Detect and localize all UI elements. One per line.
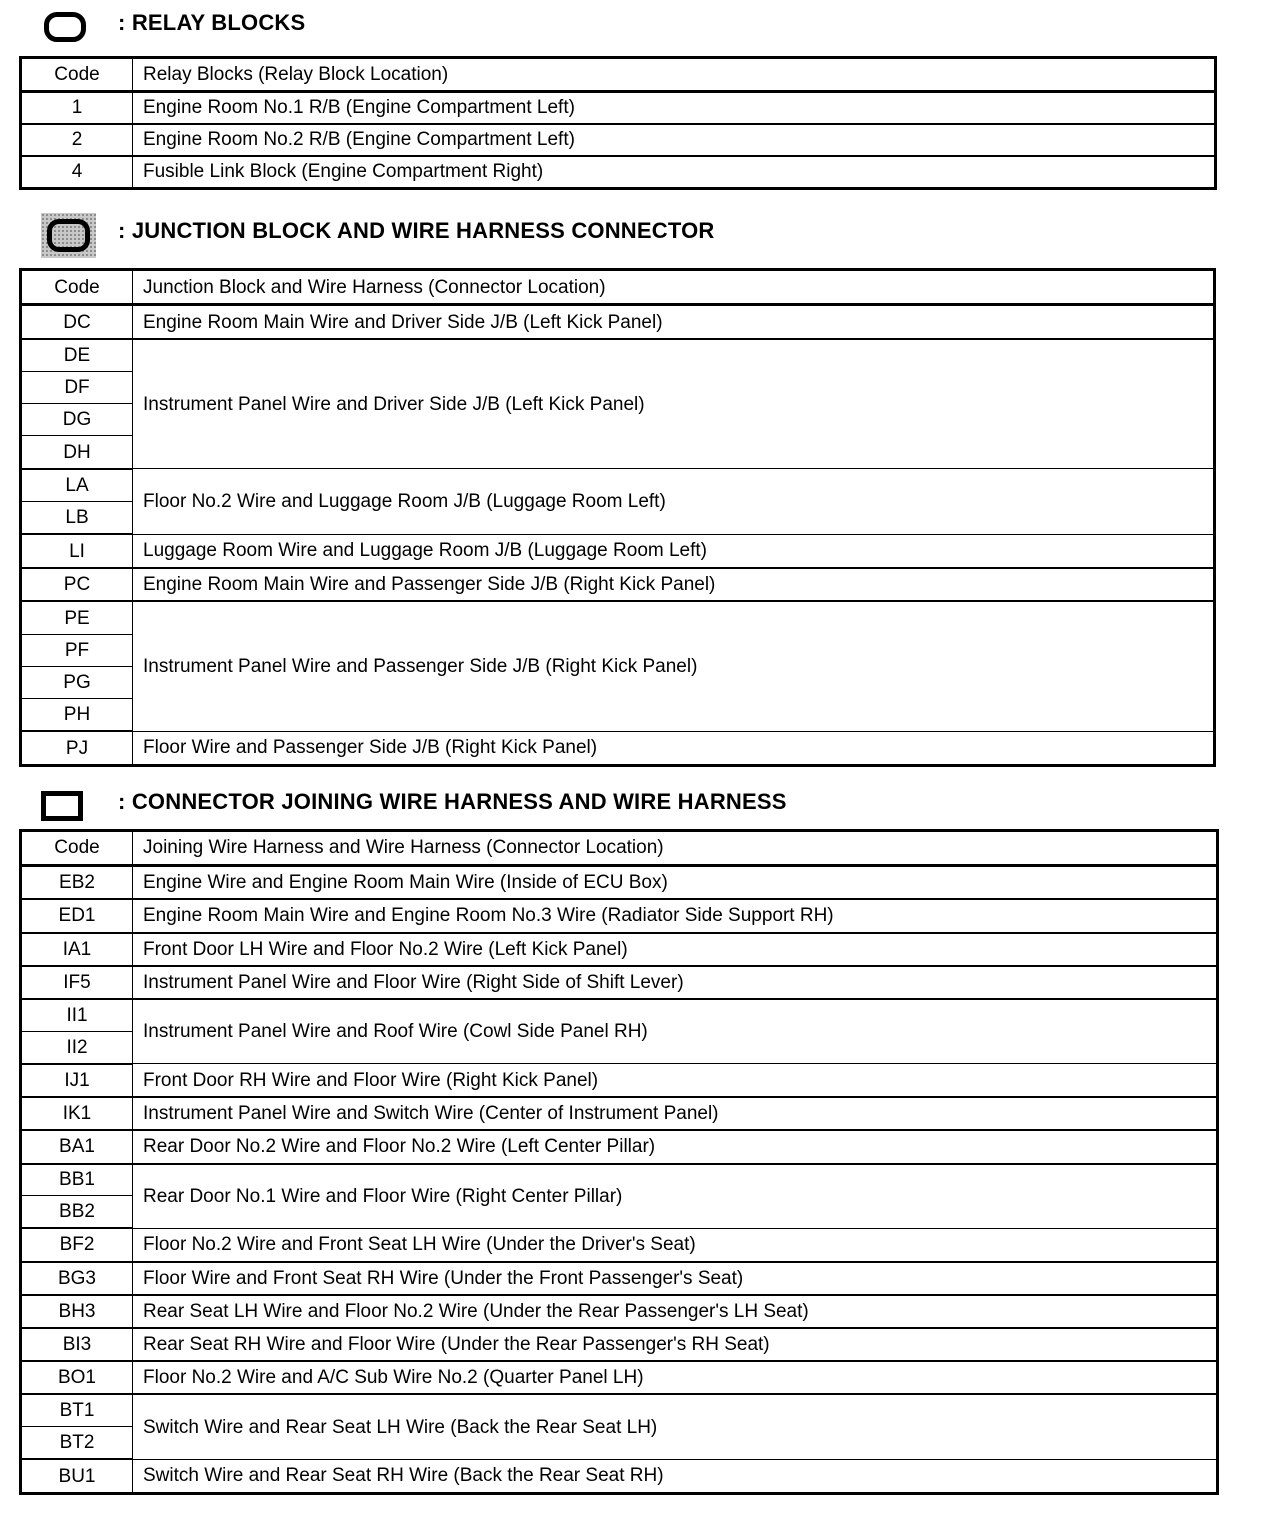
table-row [21, 339, 1215, 372]
table-row [21, 124, 1216, 156]
table-row [21, 1459, 1218, 1493]
code-cell: 1 [21, 91, 133, 124]
code-cell: PG [21, 666, 133, 698]
code-cell: DH [21, 436, 133, 469]
location-cell: Floor No.2 Wire and A/C Sub Wire No.2 (Quarter Panel LH) [133, 1361, 1218, 1394]
table-row [21, 999, 1218, 1031]
header-description: Junction Block and Wire Harness (Connector Location) [133, 270, 1215, 305]
junction-block-icon [41, 213, 96, 258]
table-row [21, 1328, 1218, 1361]
location-cell: Engine Room No.1 R/B (Engine Compartment Left) [133, 91, 1216, 124]
code-cell: DF [21, 372, 133, 404]
code-cell: IF5 [21, 966, 133, 999]
table-row [21, 1262, 1218, 1295]
code-cell: EB2 [21, 865, 133, 899]
connector-icon [41, 791, 83, 821]
relay-block-icon [44, 12, 86, 42]
location-cell: Engine Room Main Wire and Engine Room No.3 Wire (Radiator Side Support RH) [133, 899, 1218, 932]
table-row [21, 731, 1215, 765]
code-cell: BB1 [21, 1164, 133, 1196]
code-cell: 2 [21, 124, 133, 156]
location-cell: Floor No.2 Wire and Front Seat LH Wire (Under the Driver's Seat) [133, 1228, 1218, 1261]
location-cell: Fusible Link Block (Engine Compartment Right) [133, 156, 1216, 189]
code-cell: PF [21, 634, 133, 666]
table-row [21, 1130, 1218, 1163]
header-code: Code [21, 831, 133, 866]
junction-block-title: : JUNCTION BLOCK AND WIRE HARNESS CONNECTOR [118, 218, 715, 243]
code-cell: II1 [21, 999, 133, 1031]
location-cell: Instrument Panel Wire and Driver Side J/B (Left Kick Panel) [133, 339, 1215, 469]
code-cell: PH [21, 698, 133, 731]
header-description: Joining Wire Harness and Wire Harness (Connector Location) [133, 831, 1218, 866]
table-row [21, 156, 1216, 189]
code-cell: BT1 [21, 1394, 133, 1426]
relay-blocks-table [19, 56, 1217, 190]
code-cell: BA1 [21, 1130, 133, 1163]
table-row [21, 1394, 1218, 1426]
location-cell: Floor Wire and Passenger Side J/B (Right Kick Panel) [133, 731, 1215, 765]
table-row [21, 1097, 1218, 1130]
location-cell: Instrument Panel Wire and Switch Wire (Center of Instrument Panel) [133, 1097, 1218, 1130]
location-cell: Luggage Room Wire and Luggage Room J/B (Luggage Room Left) [133, 534, 1215, 568]
code-cell: BF2 [21, 1228, 133, 1261]
location-cell: Engine Wire and Engine Room Main Wire (Inside of ECU Box) [133, 865, 1218, 899]
code-cell: PE [21, 601, 133, 634]
code-cell: LA [21, 469, 133, 502]
code-cell: IA1 [21, 933, 133, 966]
connector-joining-title: : CONNECTOR JOINING WIRE HARNESS AND WIRE HARNESS [118, 789, 787, 814]
location-cell: Instrument Panel Wire and Floor Wire (Right Side of Shift Lever) [133, 966, 1218, 999]
junction-block-table [19, 268, 1216, 767]
location-cell: Instrument Panel Wire and Roof Wire (Cowl Side Panel RH) [133, 999, 1218, 1064]
table-row [21, 1361, 1218, 1394]
table-row [21, 568, 1215, 602]
table-row [21, 305, 1215, 339]
code-cell: DG [21, 404, 133, 436]
table-row [21, 865, 1218, 899]
table-row [21, 601, 1215, 634]
connector-joining-table [19, 829, 1219, 1495]
location-cell: Rear Door No.2 Wire and Floor No.2 Wire (Left Center Pillar) [133, 1130, 1218, 1163]
header-code: Code [21, 58, 133, 92]
location-cell: Rear Door No.1 Wire and Floor Wire (Right Center Pillar) [133, 1164, 1218, 1229]
location-cell: Floor No.2 Wire and Luggage Room J/B (Luggage Room Left) [133, 469, 1215, 535]
code-cell: BO1 [21, 1361, 133, 1394]
location-cell: Instrument Panel Wire and Passenger Side J/B (Right Kick Panel) [133, 601, 1215, 731]
table-row [21, 1064, 1218, 1097]
code-cell: ED1 [21, 899, 133, 932]
table-row [21, 899, 1218, 932]
location-cell: Front Door RH Wire and Floor Wire (Right Kick Panel) [133, 1064, 1218, 1097]
table-row [21, 469, 1215, 502]
code-cell: BU1 [21, 1459, 133, 1493]
table-row [21, 534, 1215, 568]
relay-blocks-title: : RELAY BLOCKS [118, 10, 306, 35]
code-cell: BB2 [21, 1196, 133, 1228]
location-cell: Engine Room Main Wire and Passenger Side J/B (Right Kick Panel) [133, 568, 1215, 602]
code-cell: DE [21, 339, 133, 372]
table-row [21, 933, 1218, 966]
location-cell: Rear Seat LH Wire and Floor No.2 Wire (Under the Rear Passenger's LH Seat) [133, 1295, 1218, 1328]
location-cell: Front Door LH Wire and Floor No.2 Wire (Left Kick Panel) [133, 933, 1218, 966]
location-cell: Rear Seat RH Wire and Floor Wire (Under the Rear Passenger's RH Seat) [133, 1328, 1218, 1361]
table-row [21, 1228, 1218, 1261]
code-cell: LI [21, 534, 133, 568]
code-cell: 4 [21, 156, 133, 189]
location-cell: Switch Wire and Rear Seat RH Wire (Back the Rear Seat RH) [133, 1459, 1218, 1493]
header-code: Code [21, 270, 133, 305]
code-cell: BI3 [21, 1328, 133, 1361]
code-cell: DC [21, 305, 133, 339]
location-cell: Engine Room No.2 R/B (Engine Compartment Left) [133, 124, 1216, 156]
code-cell: PC [21, 568, 133, 602]
table-row [21, 91, 1216, 124]
code-cell: BG3 [21, 1262, 133, 1295]
code-cell: BT2 [21, 1427, 133, 1459]
code-cell: LB [21, 501, 133, 534]
table-row [21, 1164, 1218, 1196]
code-cell: IJ1 [21, 1064, 133, 1097]
code-cell: IK1 [21, 1097, 133, 1130]
location-cell: Floor Wire and Front Seat RH Wire (Under the Front Passenger's Seat) [133, 1262, 1218, 1295]
location-cell: Engine Room Main Wire and Driver Side J/B (Left Kick Panel) [133, 305, 1215, 339]
code-cell: PJ [21, 731, 133, 765]
table-row [21, 1295, 1218, 1328]
code-cell: BH3 [21, 1295, 133, 1328]
table-row [21, 966, 1218, 999]
header-description: Relay Blocks (Relay Block Location) [133, 58, 1216, 92]
code-cell: II2 [21, 1031, 133, 1063]
location-cell: Switch Wire and Rear Seat LH Wire (Back the Rear Seat LH) [133, 1394, 1218, 1459]
